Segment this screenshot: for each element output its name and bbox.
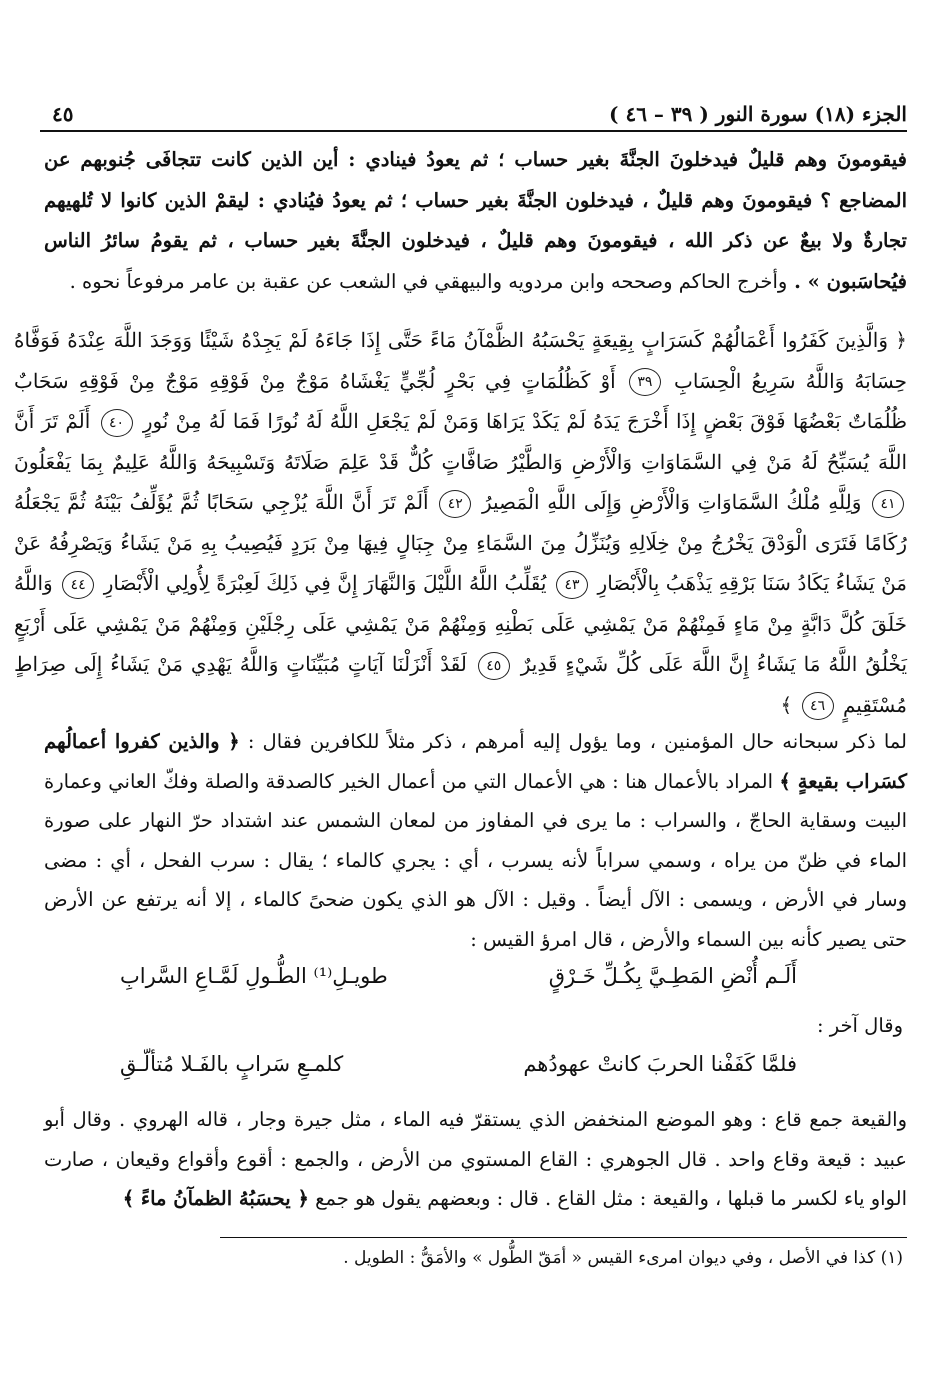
running-title: الجزء (١٨) سورة النور ( ٣٩ – ٤٦ ) [609,102,907,126]
verse-close-bracket: ﴾ [780,692,793,717]
verse-text: لَقَدْ أَنْزَلْنَا آيَاتٍ مُبَيِّنَاتٍ وَاللَّهُ يَهْدِي مَنْ يَشَاءُ إِلَى صِرَاطٍ مُسْتَقِيمٍ [14,652,907,717]
verse-text: وَاللَّهُ خَلَقَ كُلَّ دَابَّةٍ مِنْ مَاءٍ فَمِنْهُمْ مَنْ يَمْشِي عَلَى بَطْنِهِ وَمِنْهُمْ مَنْ يَمْشِي عَلَى رِجْلَيْنِ وَمِنْهُمْ مَنْ يَمْشِي عَلَى أَرْبَعٍ يَخْلُقُ اللَّهُ مَا يَشَاءُ إِنَّ اللَّهَ عَلَى كُلِّ شَيْءٍ قَدِيرٌ [14,571,908,676]
commentary-text: المراد بالأعمال هنا : هي الأعمال التي من أعمال الخير كالصدقة والصلة وفكّ العاني وعمارة البيت وسقاية الحاجّ ، والسراب : ما يرى في المفاوز من لمعان الشمس عند اشتداد حرّ النهار على صورة الماء في ظنّ من يراه ، وسمي سراباً لأنه يسرب ، أي : يجري كالماء ؛ يقال : سرب الفحل ، أي : مضى وسار في الأرض ، ويسمى : الآل أيضاً . وقيل : الآل هو الذي يكون ضحىً كالماء ، إلا أنه يرتفع عن الأرض حتى يصير كأنه بين السماء والأرض ، قال امرؤ القيس : [44,769,907,951]
poem-verse [120,1052,797,1092]
ayah-number-marker: ٤٣ [556,571,588,599]
verse-text: يُقَلِّبُ اللَّهُ اللَّيْلَ وَالنَّهَارَ إِنَّ فِي ذَلِكَ لَعِبْرَةً لِأُولِي الْأَبْصَارِ [103,571,547,595]
commentary-paragraph [44,722,907,959]
hadith-text: فيقومونَ وهم قليلٌ فيدخلونَ الجنَّةَ بغير حساب ؛ ثم يعودُ فينادي : أين الذين كانت تتجافَى جُنوبهم عن المضاجع ؟ فيقومونَ وهم قليلٌ ، فيدخلون الجنَّةَ بغير حساب ؛ ثم يعودُ فيُنادي : ليقمْ الذين كانوا لا تُلهيهم تجارةٌ ولا بيعٌ عن ذكر الله ، فيقومونَ وهم قليلٌ ، فيدخلون الجنَّةَ بغير حساب ، ثم يقومُ سائرُ الناس فيُحاسَبون » . [44,148,907,293]
ayah-number-marker: ٤١ [872,490,904,518]
footnote-divider [220,1237,907,1238]
poem-verse [120,964,797,1004]
ayah-number-marker: ٤٤ [62,571,94,599]
ayah-number-marker: ٤٥ [478,652,510,680]
quoted-verse: ﴿ والذين كفروا أعمالُهم كسَراب بقيعةٍ ﴾ [44,730,908,793]
verse-text: أَلَمْ تَرَ أَنَّ اللَّهَ يُسَبِّحُ لَهُ مَنْ فِي السَّمَاوَاتِ وَالْأَرْضِ وَالطَّيْرُ صَافَّاتٍ كُلٌّ قَدْ عَلِمَ صَلَاتَهُ وَتَسْبِيحَهُ وَاللَّهُ عَلِيمٌ بِمَا يَفْعَلُونَ [14,409,907,474]
footnote: (١) كذا في الأصل ، وفي ديوان امرىء القيس « أمَقّ الطُّول » والأمَقُّ : الطويل . [343,1248,903,1268]
ayah-number-marker: ٤٠ [101,409,133,437]
poet-intro: وقال آخر : [816,1014,903,1037]
verse-text: أَوْ كَظُلُمَاتٍ فِي بَحْرٍ لُجِّيٍّ يَغْشَاهُ مَوْجٌ مِنْ فَوْقِهِ مَوْجٌ مِنْ فَوْقِهِ سَحَابٌ ظُلُمَاتٌ بَعْضُهَا فَوْقَ بَعْضٍ إِذَا أَخْرَجَ يَدَهُ لَمْ يَكَدْ يَرَاهَا وَمَنْ لَمْ يَجْعَلِ اللَّهُ لَهُ نُورًا فَمَا لَهُ مِنْ نُورٍ [14,368,907,433]
ayah-number-marker: ٤٢ [439,490,471,518]
poem-second-hemistich: طويـلِ⁽¹⁾ الطُّـولِ لَمَّـاعِ السَّرابِ [120,964,388,988]
verse-text: أَلَمْ تَرَ أَنَّ اللَّهَ يُزْجِي سَحَابًا ثُمَّ يُؤَلِّفُ بَيْنَهُ ثُمَّ يَجْعَلُهُ رُكَامًا فَتَرَى الْوَدْقَ يَخْرُجُ مِنْ خِلَالِهِ وَيُنَزِّلُ مِنَ السَّمَاءِ مِنْ جِبَالٍ فِيهَا مِنْ بَرَدٍ فَيُصِيبُ بِهِ مَنْ يَشَاءُ وَيَصْرِفُهُ عَنْ مَنْ يَشَاءُ يَكَادُ سَنَا بَرْقِهِ يَذْهَبُ بِالْأَبْصَارِ [14,490,908,595]
poem-second-hemistich: كلمـعِ سَرابٍ بالفَـلا مُتألّـقِ [120,1052,344,1076]
poem-first-hemistich: أَلَـم أُنْضِ المَطِـيَّ بِكُـلِّ خَـرْقٍ [548,964,797,988]
commentary-text: لما ذكر سبحانه حال المؤمنين ، وما يؤول إليه أمرهم ، ذكر مثلاً للكافرين فقال : [247,730,907,753]
poem-first-hemistich: فلمَّا كَفَفْنا الحربَ كانتْ عهودُهم [523,1052,797,1076]
header-divider [40,130,907,132]
hadith-source: وأخرج الحاكم وصححه وابن مردويه والبيهقي في الشعب عن عقبة بن عامر مرفوعاً نحوه . [69,269,788,293]
quoted-verse: ﴿ يحسَبُهُ الظمآنُ ماءً ﴾ [122,1187,309,1210]
ayah-number-marker: ٣٩ [629,368,661,396]
page-number: ٤٥ [52,102,74,126]
page-header [52,92,907,126]
ayah-number-marker: ٤٦ [802,692,834,720]
verse-open-bracket: ﴿ [895,328,908,352]
qaa-paragraph [44,1100,907,1219]
quran-verses-block [14,320,907,725]
verse-text: وَالَّذِينَ كَفَرُوا أَعْمَالُهُمْ كَسَرَابٍ بِقِيعَةٍ يَحْسَبُهُ الظَّمْآنُ مَاءً حَتَّى إِذَا جَاءَهُ لَمْ يَجِدْهُ شَيْئًا وَوَجَدَ اللَّهَ عِنْدَهُ فَوَفَّاهُ حِسَابَهُ وَاللَّهُ سَرِيعُ الْحِسَابِ [14,328,908,393]
verse-text: وَلِلَّهِ مُلْكُ السَّمَاوَاتِ وَالْأَرْضِ وَإِلَى اللَّهِ الْمَصِيرُ [481,490,862,514]
commentary-text: والقيعة جمع قاع : وهو الموضع المنخفض الذي يستقرّ فيه الماء ، مثل جيرة وجار ، قاله الهروي . وقال أبو عبيد : قيعة وقاع واحد . قال الجوهري : القاع المستوي من الأرض ، والجمع : أقوع وأقواع وقيعان ، صارت الواو ياء لكسر ما قبلها ، والقيعة : مثل القاع . قال : وبعضهم يقول هو جمع [44,1108,908,1210]
intro-paragraph [44,140,907,302]
